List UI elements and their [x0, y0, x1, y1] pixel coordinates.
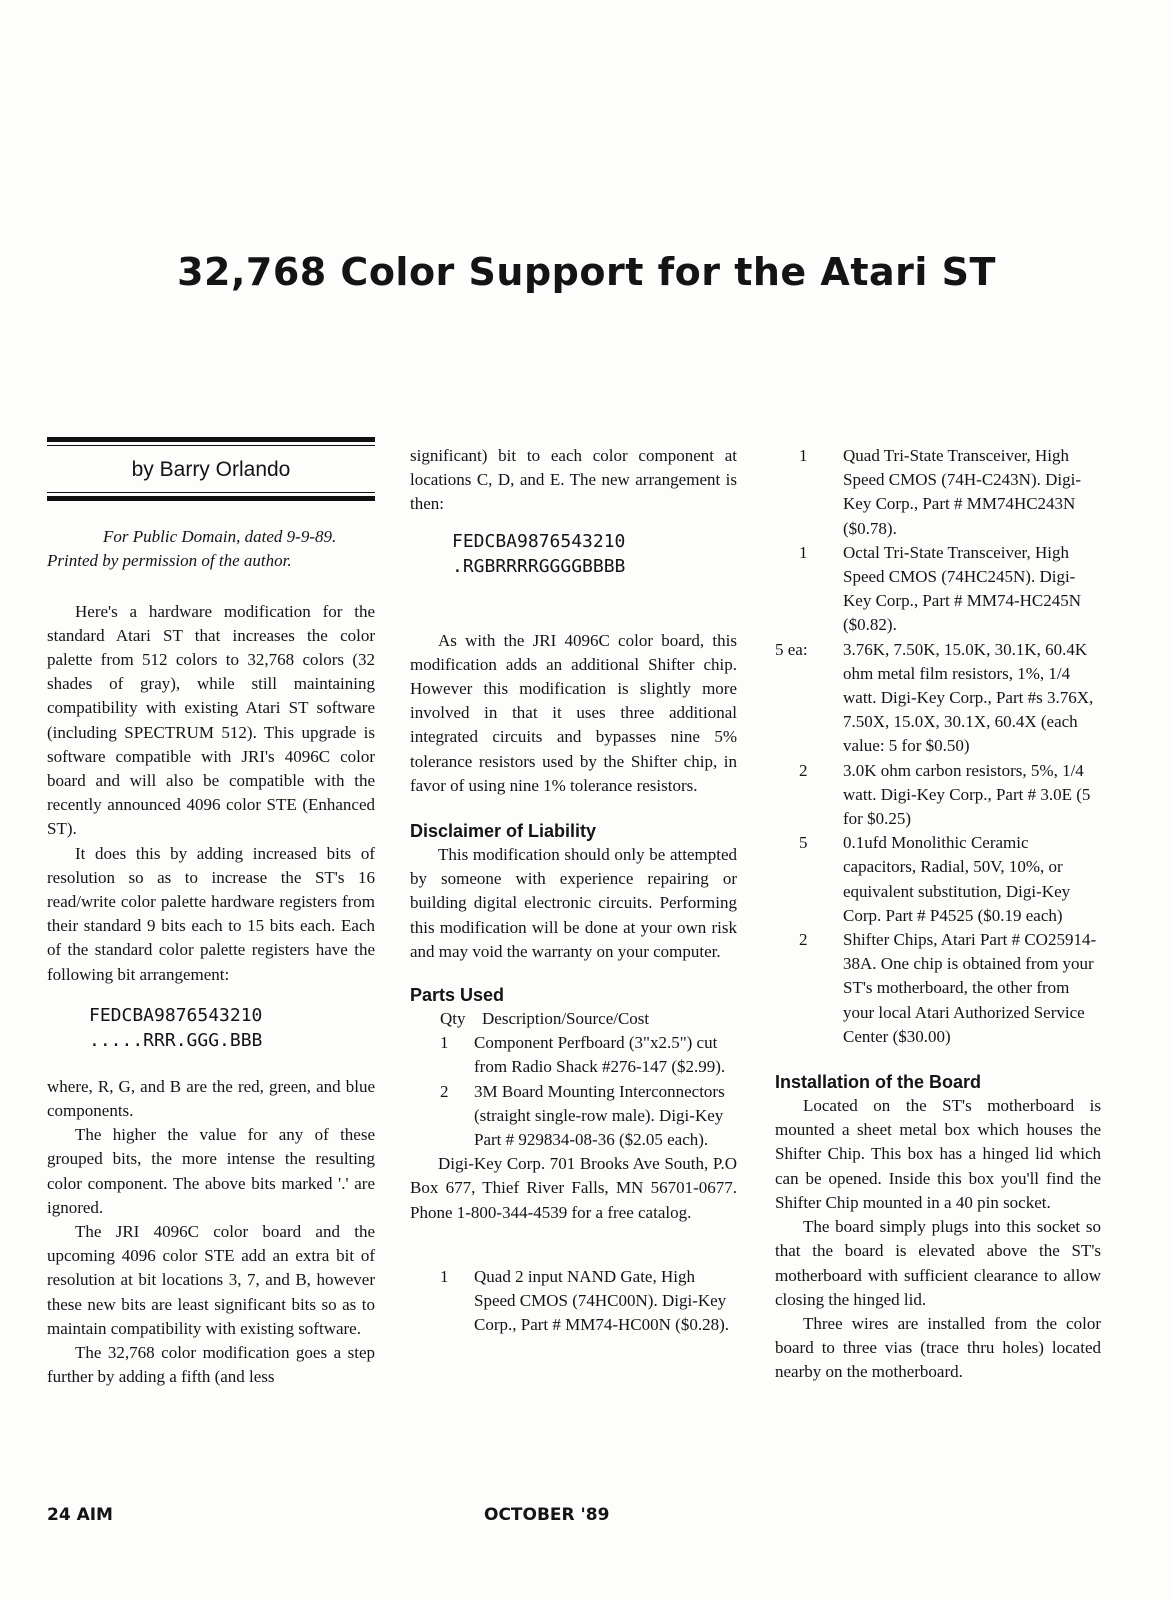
list-item [410, 1265, 737, 1338]
article-title: 32,768 Color Support for the Atari ST [177, 250, 996, 294]
paragraph: The 32,768 color modification goes a step further by adding a fifth (and less [47, 1343, 375, 1387]
byline: by Barry Orlando [131, 458, 291, 481]
part-desc: 3.76K, 7.50K, 15.0K, 30.1K, 60.4K ohm metal film resistors, 1%, 1/4 watt. Digi-Key Corp., Part #s 3.76X, 7.50X, 15.0X, 30.1X, 60.4X (each value: 5 for $0.50) [843, 639, 1094, 756]
parts-list-continued [410, 1265, 737, 1338]
code-line: FEDCBA9876543210 [452, 530, 626, 552]
part-qty: 2 [799, 760, 808, 780]
paragraph: Here's a hardware modification for the standard Atari ST that increases the color palette from 512 colors to 32,768 colors (32 shades of gray), while still maintaining compatibility with existing Atari ST software (including SPECTRUM 512). This upgrade is software compatible with JRI's 4096C color board and will also be compatible with the recently announced 4096 color STE (Enhanced ST). [47, 601, 375, 839]
paragraph: Three wires are installed from the color board to three vias (trace thru holes) located nearby on the motherboard. [775, 1313, 1101, 1382]
intro-note [47, 525, 375, 573]
column-1 [47, 437, 375, 1390]
column-2 [410, 444, 737, 1337]
list-item [775, 759, 1101, 832]
desc-header: Description/Source/Cost [482, 1009, 650, 1029]
part-desc: Component Perfboard (3"x2.5") cut from Radio Shack #276-147 ($2.99). [474, 1033, 726, 1077]
part-qty: 5 ea: [775, 639, 808, 659]
part-desc: Octal Tri-State Transceiver, High Speed CMOS (74HC245N). Digi-Key Corp., Part # MM74-HC245N ($0.82). [843, 542, 1081, 635]
part-desc: 0.1ufd Monolithic Ceramic capacitors, Radial, 50V, 10%, or equivalent substitution, Digi-Key Corp. Part # P4525 ($0.19 each) [843, 833, 1071, 925]
list-item [410, 1031, 737, 1079]
part-qty: 2 [440, 1081, 449, 1101]
code-line: .....RRR.GGG.BBB [89, 1029, 263, 1051]
top-rule [47, 437, 375, 442]
column-3 [775, 444, 1101, 1385]
paragraph: It does this by adding increased bits of resolution so as to increase the ST's 16 read/write color palette hardware registers from their standard 9 bits each to 15 bits each. Each of the standard color palette registers have the following bit arrangement: [47, 843, 375, 984]
paragraph: Located on the ST's motherboard is mounted a sheet metal box which houses the Shifter Chip. This box has a hinged lid which can be opened. Inside this box you'll find the Shifter Chip mounted in a 40 pin socket. [775, 1096, 1101, 1212]
bottom-rule-thin [47, 492, 375, 493]
part-desc: Shifter Chips, Atari Part # CO25914-38A. One chip is obtained from your ST's motherboard, the other from your local Atari Authorized Service Center ($30.00) [843, 930, 1097, 1046]
page-number-footer: 24 AIM [47, 1505, 113, 1525]
list-item [775, 638, 1101, 759]
paragraph: The higher the value for any of these grouped bits, the more intense the resulting color component. The above bits marked '.' are ignored. [47, 1125, 375, 1217]
list-item [775, 444, 1101, 541]
list-item [410, 1080, 737, 1153]
section-heading-installation: Installation of the Board [775, 1072, 982, 1093]
top-rule-thin [47, 445, 375, 446]
list-item [775, 541, 1101, 638]
part-qty: 1 [799, 446, 808, 465]
part-desc: Quad Tri-State Transceiver, High Speed CMOS (74H-C243N). Digi-Key Corp., Part # MM74HC243N ($0.78). [843, 446, 1081, 538]
part-qty: 1 [440, 1033, 449, 1053]
paragraph: Digi-Key Corp. 701 Brooks Ave South, P.O Box 677, Thief River Falls, MN 56701-0677. Phone 1-800-344-4539 for a free catalog. [410, 1154, 737, 1222]
part-qty: 5 [799, 833, 808, 853]
bit-arrangement-code [89, 1003, 375, 1053]
intro-line-1: For Public Domain, dated 9-9-89. [103, 527, 337, 547]
part-desc: 3M Board Mounting Interconnectors (straight single-row male). Digi-Key Part # 929834-08-36 ($2.05 each). [474, 1081, 725, 1150]
part-qty: 2 [799, 930, 808, 950]
part-qty: 1 [440, 1266, 449, 1286]
paragraph: The JRI 4096C color board and the upcoming 4096 color STE add an extra bit of resolution at bit locations 3, 7, and B, however these new bits are least significant bits so as to maintain compatibility with existing software. [47, 1222, 375, 1338]
section-heading-disclaimer: Disclaimer of Liability [410, 821, 597, 842]
code-line: .RGBRRRRGGGGBBBB [452, 555, 626, 577]
qty-header: Qty [440, 1009, 466, 1029]
paragraph: where, R, G, and B are the red, green, and blue components. [47, 1076, 375, 1121]
intro-line-2: Printed by permission of the author. [47, 551, 292, 571]
paragraph: The board simply plugs into this socket so that the board is elevated above the ST's motherboard with sufficient clearance to allow closing the hinged lid. [775, 1217, 1101, 1309]
paragraph: significant) bit to each color component at locations C, D, and E. The new arrangement is then: [410, 446, 737, 514]
part-desc: Quad 2 input NAND Gate, High Speed CMOS (74HC00N). Digi-Key Corp., Part # MM74-HC00N ($0.28). [474, 1266, 729, 1335]
parts-list [410, 1007, 737, 1152]
bottom-rule [47, 496, 375, 501]
paragraph: This modification should only be attempted by someone with experience repairing or building digital electronic circuits. Performing this modification will be done at your own risk and may void the warranty on your computer. [410, 845, 737, 961]
parts-list [775, 444, 1101, 1049]
section-heading-parts: Parts Used [410, 985, 505, 1006]
issue-date-footer: OCTOBER '89 [484, 1505, 610, 1525]
paragraph: As with the JRI 4096C color board, this modification adds an additional Shifter chip. However this modification is slightly more involved in that it uses three additional integrated circuits and bypasses nine 5% tolerance resistors used by the Shifter chip, in favor of using nine 1% tolerance resistors. [410, 630, 737, 795]
parts-header [410, 1007, 737, 1031]
list-item [775, 928, 1101, 1049]
code-line: FEDCBA9876543210 [89, 1004, 263, 1026]
part-desc: 3.0K ohm carbon resistors, 5%, 1/4 watt. Digi-Key Corp., Part # 3.0E (5 for $0.25) [843, 760, 1091, 829]
part-qty: 1 [799, 542, 808, 562]
new-bit-arrangement-code [452, 529, 737, 579]
list-item [775, 831, 1101, 928]
